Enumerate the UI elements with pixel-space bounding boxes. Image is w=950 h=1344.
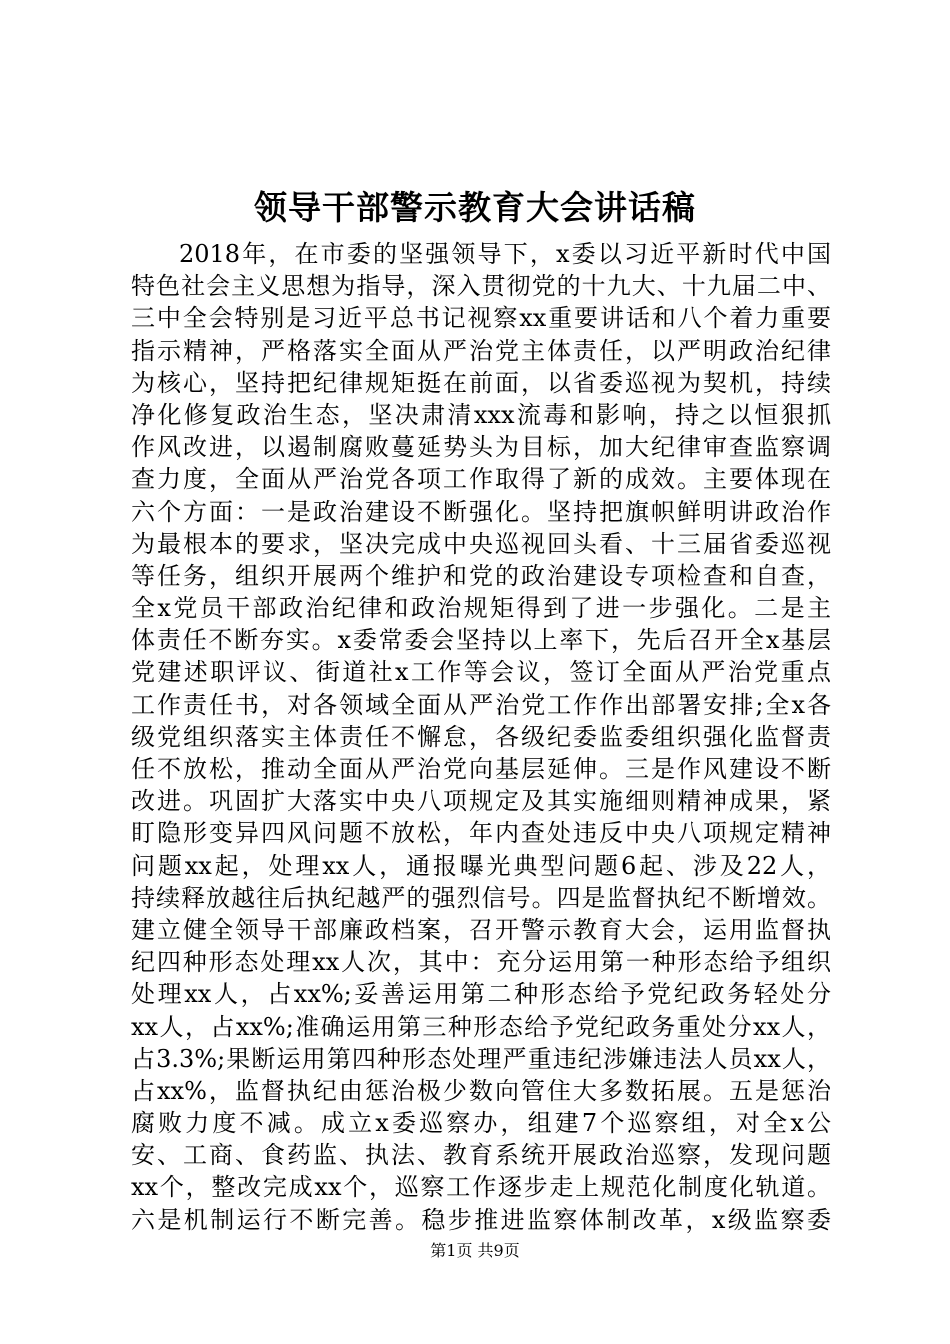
- body-line: 建立健全领导干部廉政档案，召开警示教育大会，运用监督执: [131, 915, 831, 944]
- body-line: xx人，占xx%;准确运用第三种形态给予党纪政务重处分xx人，: [131, 1012, 831, 1041]
- body-line: 问题xx起，处理xx人，通报曝光典型问题6起、涉及22人，: [131, 851, 831, 880]
- body-line: 等任务，组织开展两个维护和党的政治建设专项检查和自查，: [131, 561, 831, 590]
- body-line: 作风改进，以遏制腐败蔓延势头为目标，加大纪律审查监察调: [131, 433, 831, 462]
- body-line: 为核心，坚持把纪律规矩挺在前面，以省委巡视为契机，持续: [131, 368, 831, 397]
- body-line: 六个方面：一是政治建设不断强化。坚持把旗帜鲜明讲政治作: [131, 497, 831, 526]
- body-line: 六是机制运行不断完善。稳步推进监察体制改革，x级监察委: [131, 1205, 831, 1234]
- document-body: [131, 238, 831, 1236]
- body-line: 特色社会主义思想为指导，深入贯彻党的十九大、十九届二中、: [131, 272, 831, 301]
- body-line: 全x党员干部政治纪律和政治规矩得到了进一步强化。二是主: [131, 594, 831, 623]
- body-line: 占3.3%;果断运用第四种形态处理严重违纪涉嫌违法人员xx人，: [131, 1044, 831, 1073]
- body-line: 体责任不断夯实。x委常委会坚持以上率下，先后召开全x基层: [131, 626, 831, 655]
- body-line: 净化修复政治生态，坚决肃清xxx流毒和影响，持之以恒狠抓: [131, 400, 831, 429]
- body-line: 指示精神，严格落实全面从严治党主体责任，以严明政治纪律: [131, 336, 831, 365]
- body-line: 三中全会特别是习近平总书记视察xx重要讲话和八个着力重要: [131, 304, 831, 333]
- page-number-footer: 第1页 共9页: [430, 1241, 520, 1260]
- body-line: 改进。巩固扩大落实中央八项规定及其实施细则精神成果，紧: [131, 787, 831, 816]
- body-line: 持续释放越往后执纪越严的强烈信号。四是监督执纪不断增效。: [131, 883, 831, 912]
- body-line: 安、工商、食药监、执法、教育系统开展政治巡察，发现问题: [131, 1141, 831, 1170]
- body-line: 任不放松，推动全面从严治党向基层延伸。三是作风建设不断: [131, 755, 831, 783]
- body-line: 查力度，全面从严治党各项工作取得了新的成效。主要体现在: [131, 465, 831, 494]
- body-line: 纪四种形态处理xx人次，其中：充分运用第一种形态给予组织: [131, 948, 831, 977]
- body-line: 盯隐形变异四风问题不放松，年内查处违反中央八项规定精神: [131, 819, 831, 848]
- document-title: 领导干部警示教育大会讲话稿: [254, 188, 696, 227]
- body-line: 为最根本的要求，坚决完成中央巡视回头看、十三届省委巡视: [131, 529, 831, 558]
- body-line: 占xx%，监督执纪由惩治极少数向管住大多数拓展。五是惩治: [131, 1076, 831, 1105]
- body-line: 工作责任书，对各领域全面从严治党工作作出部署安排;全x各: [131, 690, 831, 719]
- body-line: 2018年，在市委的坚强领导下，x委以习近平新时代中国: [179, 240, 831, 268]
- body-line: 腐败力度不减。成立x委巡察办，组建7个巡察组，对全x公: [131, 1109, 831, 1138]
- body-line: 处理xx人，占xx%;妥善运用第二种形态给予党纪政务轻处分: [131, 980, 831, 1009]
- body-line: 党建述职评议、街道社x工作等会议，签订全面从严治党重点: [131, 658, 831, 687]
- body-line: xx个，整改完成xx个，巡察工作逐步走上规范化制度化轨道。: [131, 1173, 831, 1202]
- body-line: 级党组织落实主体责任不懈怠，各级纪委监委组织强化监督责: [131, 722, 831, 751]
